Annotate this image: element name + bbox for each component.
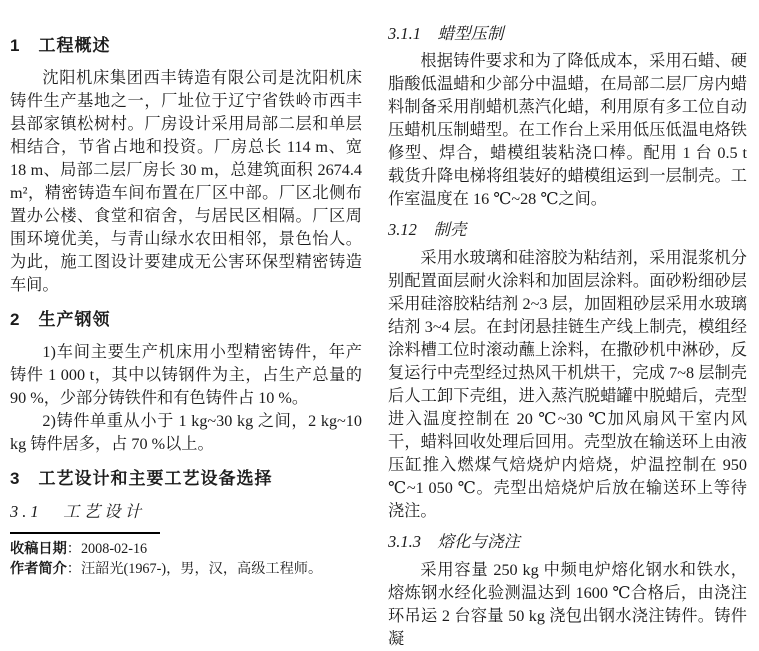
section-1-paragraph: 沈阳机床集团西丰铸造有限公司是沈阳机床铸件生产基地之一，厂址位于辽宁省铁岭市西丰县部家镇松树村。厂房设计采用局部二层和单层相结合，节省占地和投资。厂房总长 114 m、宽 18 m、局部二层厂房长 30 m，总建筑面积 2674.4 m²，精密铸造车间布置在厂区中部。厂区北侧布置办公楼、食堂和宿舍，与居民区相隔。厂区周围环境优美，与青山绿水农田相邻，景色怡人。为此，施工图设计要建成无公害环保型精密铸造车间。: [10, 69, 362, 294]
section-2-item-1: 1)车间主要生产机床用小型精密铸件，年产铸件 1 000 t，其中以铸钢件为主，占生产总量的 90 %，少部分铸铁件和有色铸件占 10 %。: [10, 343, 362, 407]
section-3-1-3-paragraph: 采用容量 250 kg 中频电炉熔化钢水和铁水，熔炼钢水经化验测温达到 1600 ℃合格后，由浇注环吊运 2 台容量 50 kg 浇包出钢水浇注铸件。铸件凝: [388, 561, 747, 648]
section-3-12-paragraph: 采用水玻璃和硅溶胶为粘结剂，采用混浆机分别配置面层耐火涂料和加固层涂料。面砂粉细砂层采用硅溶胶粘结剂 2~3 层，加固粗砂层采用水玻璃结剂 3~4 层。在封闭悬挂链生产线上制壳，模组经涂料槽工位时滚动蘸上涂料，在撒砂机中淋砂，反复运行中壳型经过热风干机烘干，完成 7~8 层制壳后人工卸下壳组，进入蒸汽脱蜡罐中脱蜡后，壳型进入温度控制在 20 ℃~30 ℃加风扇风干室内风干，蜡料回收处理后回用。壳型放在输送环上由液压缸推入燃煤气焙烧炉内焙烧，炉温控制在 950 ℃~1 050 ℃。壳型出焙烧炉后放在输送环上等待浇注。: [388, 249, 747, 520]
footnote-divider: [10, 532, 160, 534]
footnote-received-text: ：2008-02-16: [66, 541, 148, 557]
footnote-author-label: 作者简介: [10, 560, 67, 577]
footnote-block: [10, 532, 362, 579]
footnote-author-text: ：汪韶光(1967-)，男，汉，高级工程师。: [66, 560, 323, 577]
left-column: [10, 22, 362, 592]
section-3-1-1-heading: 3.1.1 蜡型压制: [388, 24, 504, 43]
footnote-author-bio: [10, 560, 362, 580]
footnote-received-label: 收稿日期: [10, 541, 67, 557]
section-3-1-subheading: 3.1 工艺设计: [10, 502, 146, 521]
right-column: [388, 22, 747, 648]
section-1-heading: 1 工程概述: [10, 36, 111, 55]
section-3-1-1-paragraph: 根据铸件要求和为了降低成本，采用石蜡、硬脂酸低温蜡和少部分中温蜡，在局部二层厂房内蜡料制备采用削蜡机蒸汽化蜡，利用原有多工位自动压蜡机压制蜡型。在工作台上采用低压低温电烙铁修型、焊合，蜡模组装粘浇口棒。配用 1 台 0.5 t 载货升降电梯将组装好的蜡模组运到一层制壳。工作室温度在 16 ℃~28 ℃之间。: [388, 52, 747, 208]
section-3-heading: 3 工艺设计和主要工艺设备选择: [10, 469, 273, 488]
section-3-1-3-heading: 3.1.3 熔化与浇注: [388, 532, 520, 551]
section-2-heading: 2 生产钢领: [10, 310, 111, 329]
footnote-received-date: [10, 540, 362, 560]
section-3-12-heading: 3.12 制壳: [388, 220, 467, 239]
section-2-item-2: 2)铸件单重从小于 1 kg~30 kg 之间，2 kg~10 kg 铸件居多，占 70 %以上。: [10, 412, 362, 453]
